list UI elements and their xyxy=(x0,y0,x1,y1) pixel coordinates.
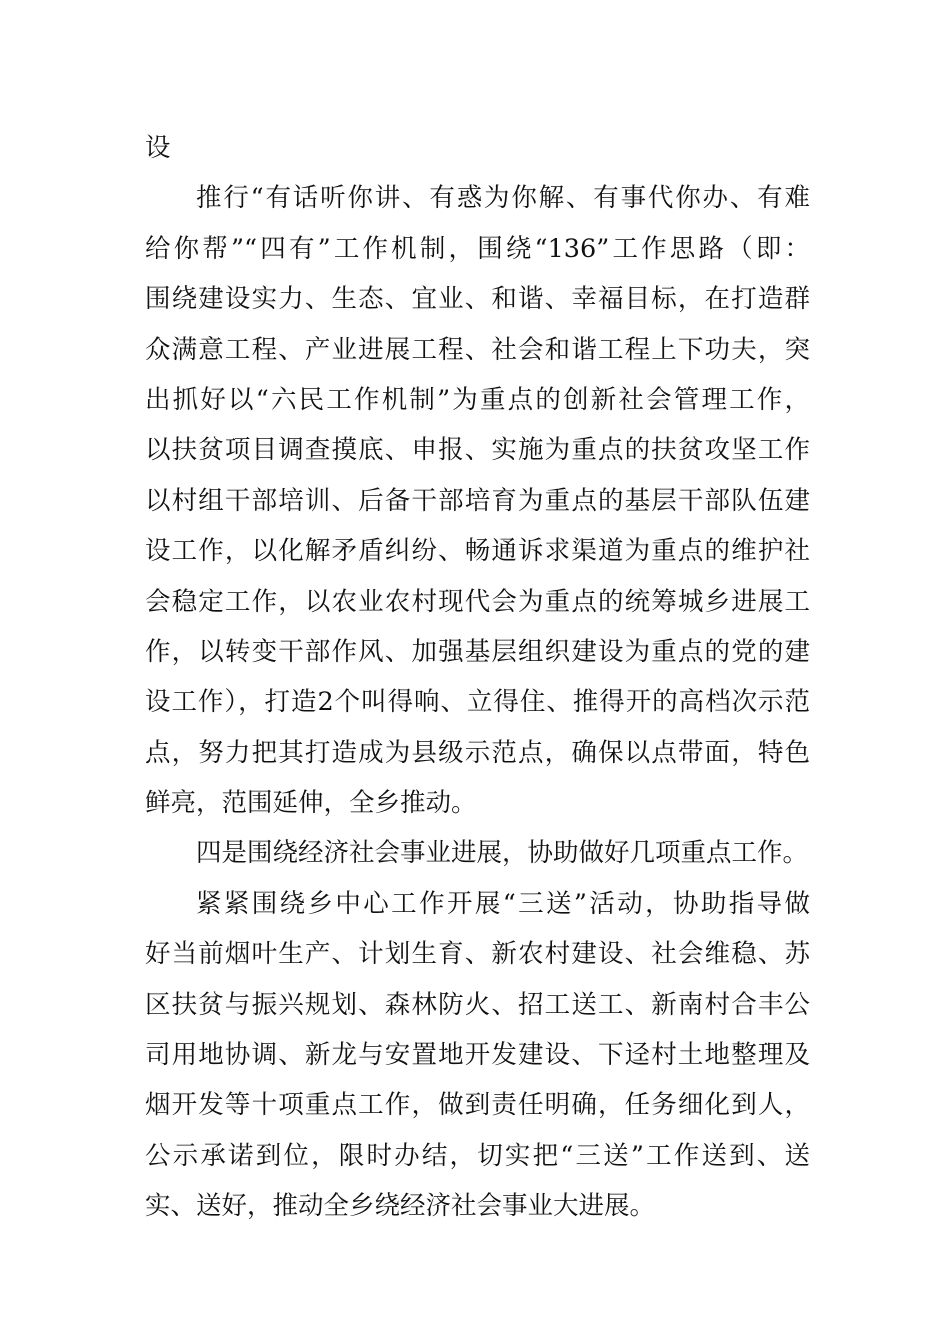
text-line-18: 区扶贫与振兴规划、森林防火、招工送工、新南村合丰公 xyxy=(145,989,810,1020)
text-line-3: 给你帮”“四有”工作机制，围绕“136”工作思路（即： xyxy=(145,233,810,264)
text-line-10: 会稳定工作，以农业农村现代会为重点的统筹城乡进展工 xyxy=(145,586,810,617)
text-line-13: 点，努力把其打造成为县级示范点，确保以点带面，特色 xyxy=(145,737,810,768)
document-body xyxy=(145,123,810,1232)
text-line-21: 公示承诺到位，限时办结，切实把“三送”工作送到、送 xyxy=(145,1140,810,1171)
text-line-2: 推行“有话听你讲、有惑为你解、有事代你办、有难 xyxy=(196,183,810,214)
text-line-12: 设工作），打造2个叫得响、立得住、推得开的高档次示范 xyxy=(145,687,810,718)
text-line-22: 实、送好，推动全乡绕经济社会事业大进展。 xyxy=(145,1191,656,1222)
text-line-9: 设工作，以化解矛盾纠纷、畅通诉求渠道为重点的维护社 xyxy=(145,536,810,567)
text-line-16: 紧紧围绕乡中心工作开展“三送”活动，协助指导做 xyxy=(196,888,810,919)
text-line-20: 烟开发等十项重点工作，做到责任明确，任务细化到人， xyxy=(145,1090,810,1121)
text-line-4: 围绕建设实力、生态、宜业、和谐、幸福目标，在打造群 xyxy=(145,284,810,315)
text-line-14: 鲜亮，范围延伸，全乡推动。 xyxy=(145,788,477,819)
text-line-17: 好当前烟叶生产、计划生育、新农村建设、社会维稳、苏 xyxy=(145,939,810,970)
text-line-1: 设 xyxy=(145,133,171,163)
text-line-7: 以扶贫项目调查摸底、申报、实施为重点的扶贫攻坚工作 xyxy=(145,435,810,466)
text-line-11: 作，以转变干部作风、加强基层组织建设为重点的党的建 xyxy=(145,636,810,667)
text-line-6: 出抓好以“六民工作机制”为重点的创新社会管理工作， xyxy=(145,384,810,415)
text-line-15: 四是围绕经济社会事业进展，协助做好几项重点工作。 xyxy=(196,838,809,869)
text-line-8: 以村组干部培训、后备干部培育为重点的基层干部队伍建 xyxy=(145,485,810,516)
text-line-5: 众满意工程、产业进展工程、社会和谐工程上下功夫，突 xyxy=(145,334,810,365)
text-line-19: 司用地协调、新龙与安置地开发建设、下迳村土地整理及 xyxy=(145,1040,810,1071)
